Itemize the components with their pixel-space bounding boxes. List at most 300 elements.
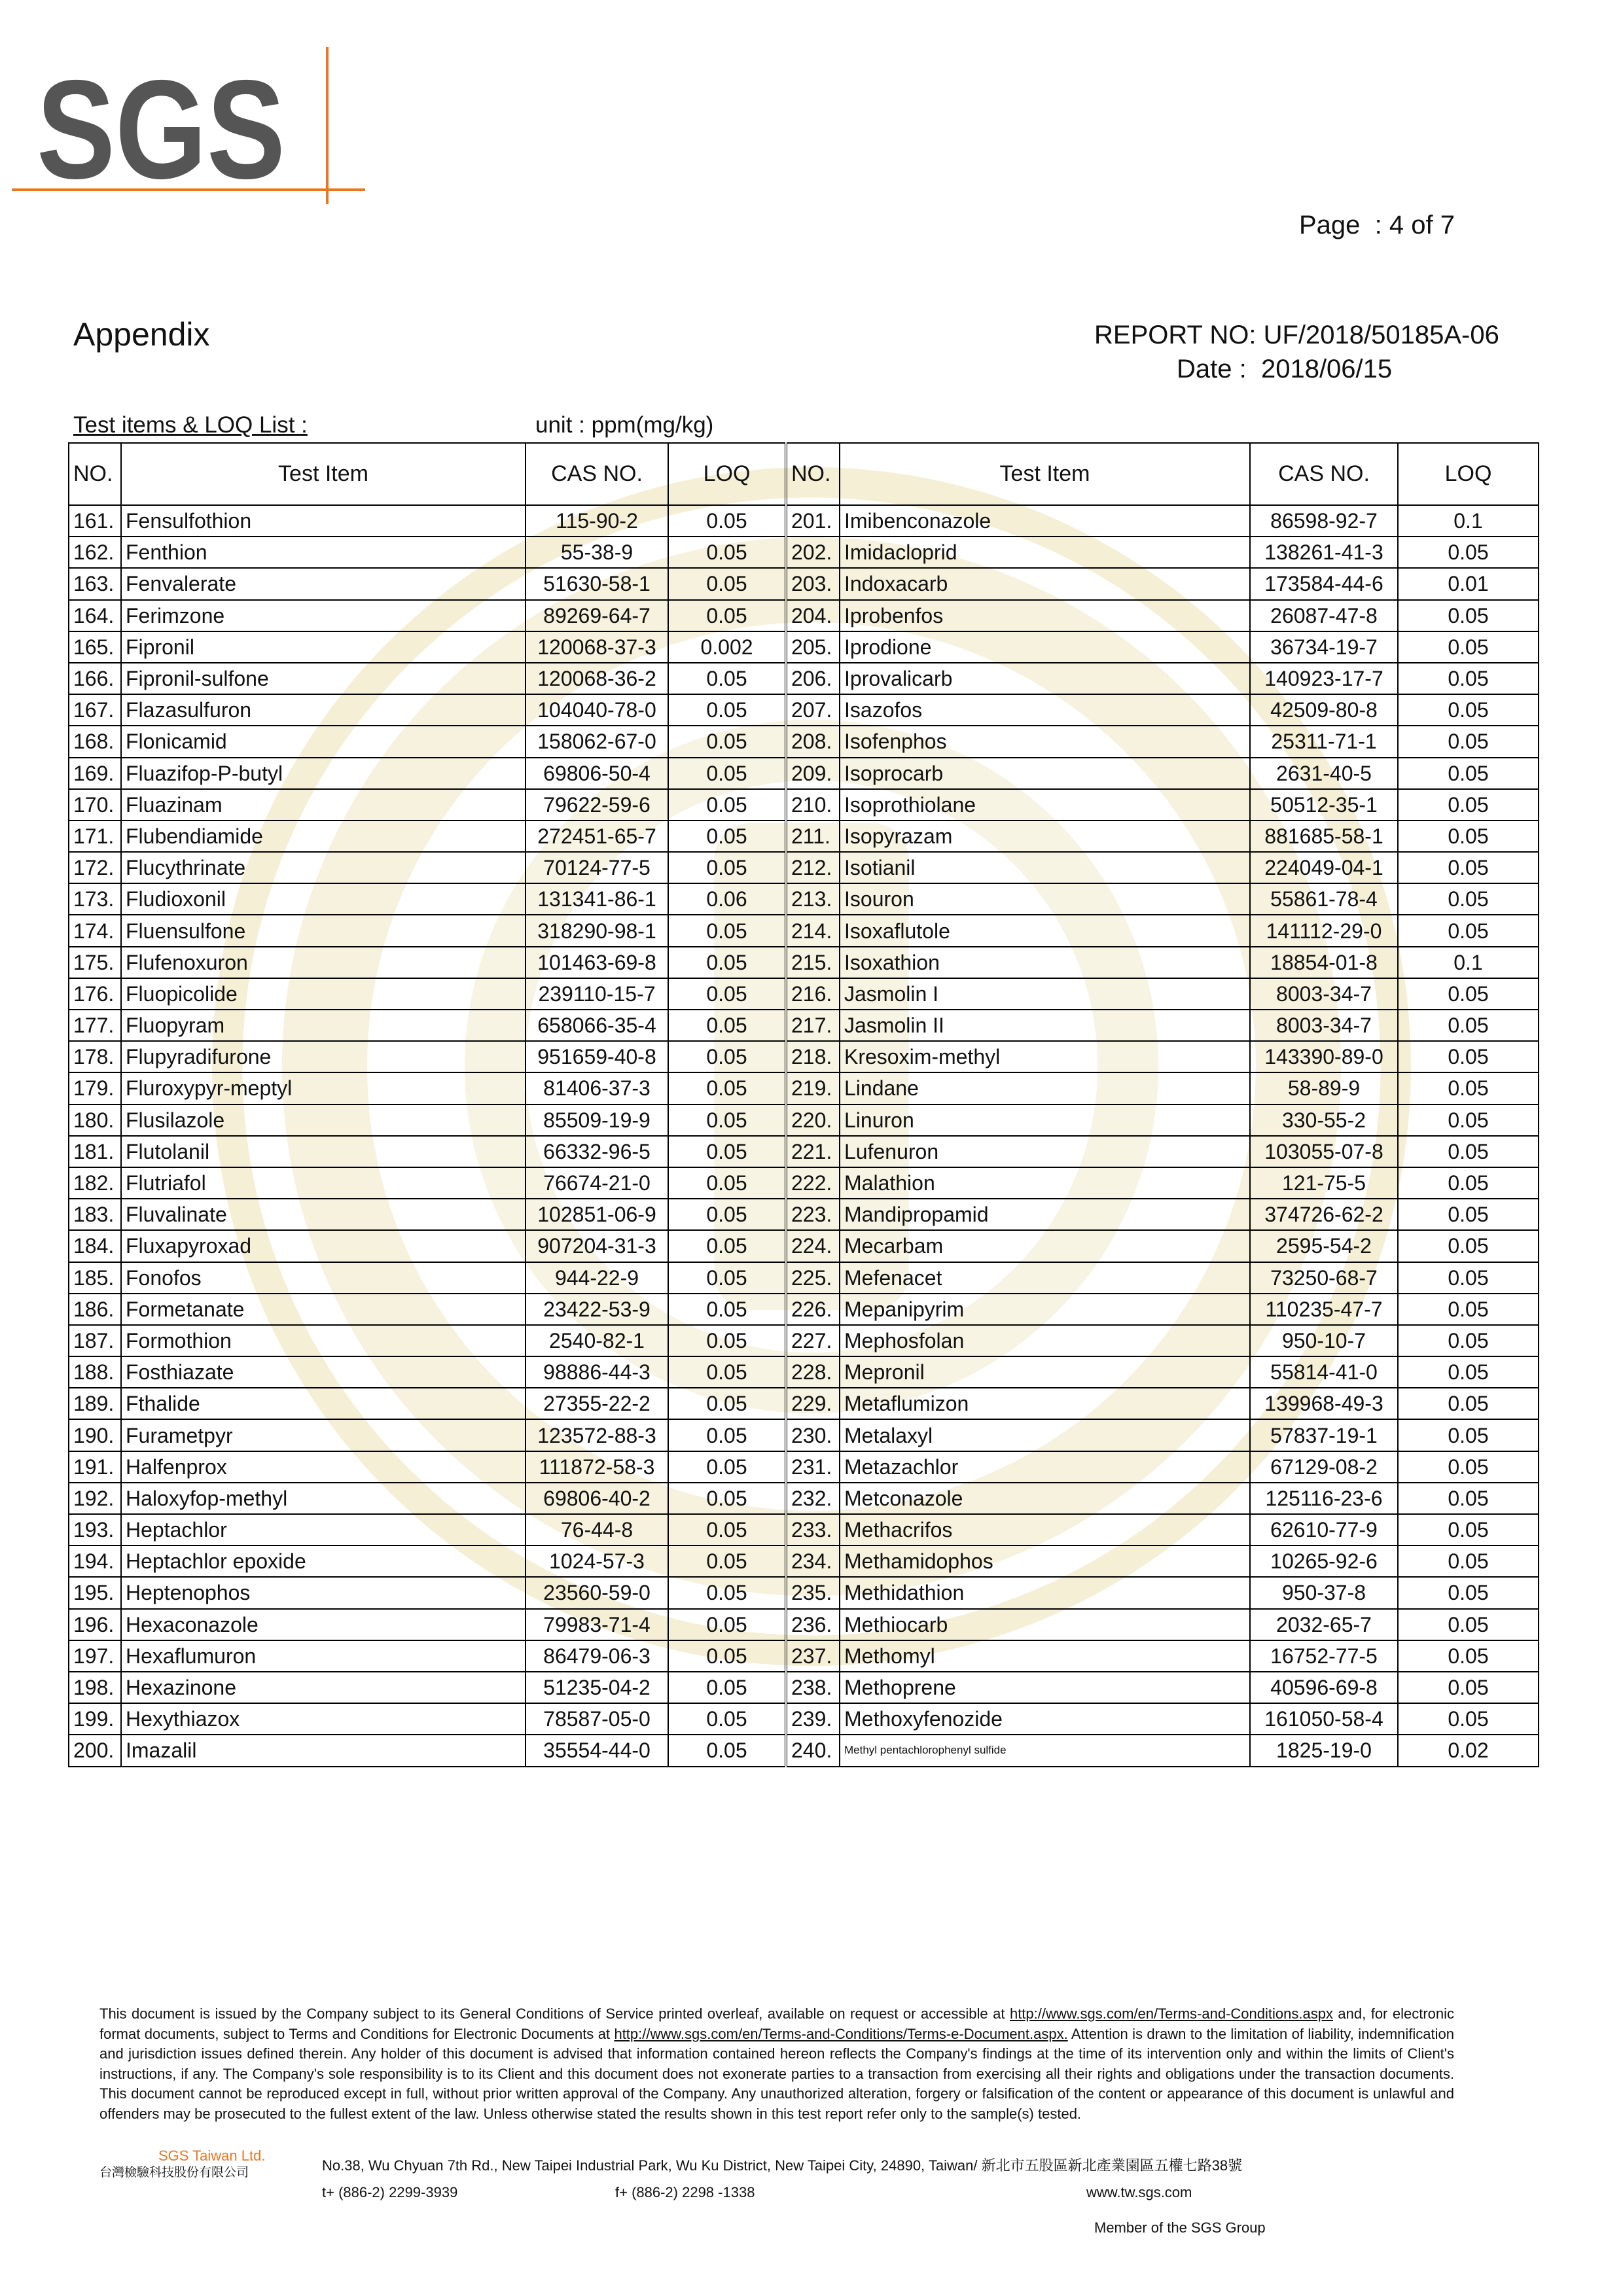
- cell-no: 184.: [69, 1230, 121, 1262]
- cell-cas-no: 89269-64-7: [526, 600, 668, 631]
- cell-test-item: Isotianil: [840, 852, 1250, 883]
- cell-test-item: Fluopyram: [121, 1010, 526, 1041]
- cell-test-item: Flazasulfuron: [121, 694, 526, 726]
- cell-cas-no: 78587-05-0: [526, 1703, 668, 1735]
- cell-test-item: Iprovalicarb: [840, 663, 1250, 694]
- cell-cas-no: 42509-80-8: [1250, 694, 1398, 726]
- cell-cas-no: 120068-37-3: [526, 631, 668, 663]
- table-row: [69, 852, 1539, 883]
- cell-no: 187.: [69, 1325, 121, 1356]
- cell-test-item: Isouron: [840, 883, 1250, 915]
- table-row: [69, 505, 1539, 537]
- cell-cas-no: 25311-71-1: [1250, 726, 1398, 757]
- cell-no: 209.: [786, 758, 840, 789]
- cell-loq: 0.1: [1398, 947, 1539, 978]
- cell-loq: 0.05: [668, 505, 786, 537]
- cell-cas-no: 86479-06-3: [526, 1640, 668, 1672]
- cell-test-item: Methacrifos: [840, 1514, 1250, 1545]
- cell-loq: 0.05: [1398, 1262, 1539, 1294]
- table-row: [69, 1388, 1539, 1419]
- cell-test-item: Isoprocarb: [840, 758, 1250, 789]
- cell-cas-no: 101463-69-8: [526, 947, 668, 978]
- cell-test-item: Isopyrazam: [840, 821, 1250, 852]
- cell-loq: 0.05: [668, 1483, 786, 1514]
- cell-cas-no: 23560-59-0: [526, 1577, 668, 1608]
- table-row: [69, 1514, 1539, 1545]
- cell-test-item: Lufenuron: [840, 1136, 1250, 1167]
- cell-test-item: Fipronil-sulfone: [121, 663, 526, 694]
- cell-no: 175.: [69, 947, 121, 978]
- cell-loq: 0.05: [1398, 1294, 1539, 1325]
- cell-test-item: Hexaconazole: [121, 1609, 526, 1640]
- cell-loq: 0.06: [668, 883, 786, 915]
- cell-cas-no: 2540-82-1: [526, 1325, 668, 1356]
- cell-test-item: Linuron: [840, 1104, 1250, 1136]
- cell-no: 171.: [69, 821, 121, 852]
- company-fax: f+ (886-2) 2298 -1338: [615, 2184, 755, 2200]
- cell-cas-no: 2595-54-2: [1250, 1230, 1398, 1262]
- cell-no: 174.: [69, 915, 121, 946]
- cell-cas-no: 35554-44-0: [526, 1735, 668, 1766]
- table-row: [69, 1356, 1539, 1388]
- cell-no: 213.: [786, 883, 840, 915]
- cell-no: 206.: [786, 663, 840, 694]
- table-row: [69, 726, 1539, 757]
- cell-cas-no: 881685-58-1: [1250, 821, 1398, 852]
- cell-loq: 0.05: [668, 1294, 786, 1325]
- cell-no: 198.: [69, 1672, 121, 1703]
- col-header-no: NO.: [69, 443, 121, 505]
- cell-no: 210.: [786, 789, 840, 821]
- company-name-en: SGS Taiwan Ltd.: [158, 2147, 266, 2164]
- cell-no: 166.: [69, 663, 121, 694]
- cell-cas-no: 81406-37-3: [526, 1072, 668, 1104]
- table-row: [69, 1199, 1539, 1230]
- cell-test-item: Fluroxypyr-meptyl: [121, 1072, 526, 1104]
- cell-no: 215.: [786, 947, 840, 978]
- cell-cas-no: 58-89-9: [1250, 1072, 1398, 1104]
- cell-no: 197.: [69, 1640, 121, 1672]
- cell-cas-no: 102851-06-9: [526, 1199, 668, 1230]
- cell-no: 207.: [786, 694, 840, 726]
- cell-test-item: Isofenphos: [840, 726, 1250, 757]
- cell-test-item: Mefenacet: [840, 1262, 1250, 1294]
- cell-test-item: Isoxathion: [840, 947, 1250, 978]
- cell-loq: 0.05: [1398, 978, 1539, 1010]
- unit-label: unit : ppm(mg/kg): [535, 412, 714, 438]
- cell-cas-no: 110235-47-7: [1250, 1294, 1398, 1325]
- cell-loq: 0.05: [668, 758, 786, 789]
- cell-no: 168.: [69, 726, 121, 757]
- cell-cas-no: 121-75-5: [1250, 1167, 1398, 1199]
- cell-cas-no: 2032-65-7: [1250, 1609, 1398, 1640]
- cell-test-item: Indoxacarb: [840, 568, 1250, 599]
- cell-no: 182.: [69, 1167, 121, 1199]
- table-row: [69, 1609, 1539, 1640]
- cell-cas-no: 224049-04-1: [1250, 852, 1398, 883]
- cell-loq: 0.05: [1398, 1136, 1539, 1167]
- table-row: [69, 694, 1539, 726]
- cell-test-item: Heptenophos: [121, 1577, 526, 1608]
- cell-cas-no: 115-90-2: [526, 505, 668, 537]
- cell-loq: 0.05: [668, 1136, 786, 1167]
- table-row: [69, 1262, 1539, 1294]
- cell-no: 172.: [69, 852, 121, 883]
- cell-test-item: Fluazifop-P-butyl: [121, 758, 526, 789]
- cell-cas-no: 120068-36-2: [526, 663, 668, 694]
- cell-no: 234.: [786, 1545, 840, 1577]
- report-date: Date : 2018/06/15: [1177, 355, 1393, 383]
- company-website[interactable]: www.tw.sgs.com: [1086, 2184, 1192, 2200]
- cell-loq: 0.05: [668, 1735, 786, 1766]
- cell-no: 230.: [786, 1419, 840, 1451]
- cell-cas-no: 951659-40-8: [526, 1041, 668, 1072]
- cell-loq: 0.05: [1398, 1672, 1539, 1703]
- cell-loq: 0.05: [668, 852, 786, 883]
- cell-loq: 0.05: [1398, 1041, 1539, 1072]
- table-row: [69, 1072, 1539, 1104]
- cell-test-item: Methyl pentachlorophenyl sulfide: [840, 1735, 1250, 1766]
- cell-test-item: Flufenoxuron: [121, 947, 526, 978]
- table-row: [69, 1451, 1539, 1483]
- cell-test-item: Fthalide: [121, 1388, 526, 1419]
- cell-no: 195.: [69, 1577, 121, 1608]
- cell-no: 180.: [69, 1104, 121, 1136]
- cell-loq: 0.05: [668, 1577, 786, 1608]
- cell-no: 167.: [69, 694, 121, 726]
- table-row: [69, 1483, 1539, 1514]
- cell-loq: 0.05: [668, 978, 786, 1010]
- table-row: [69, 1041, 1539, 1072]
- cell-no: 164.: [69, 600, 121, 631]
- table-row: [69, 821, 1539, 852]
- cell-no: 239.: [786, 1703, 840, 1735]
- cell-loq: 0.05: [668, 1356, 786, 1388]
- cell-no: 200.: [69, 1735, 121, 1766]
- cell-no: 208.: [786, 726, 840, 757]
- cell-no: 218.: [786, 1041, 840, 1072]
- col-header-test-item: Test Item: [840, 443, 1250, 505]
- table-row: [69, 1419, 1539, 1451]
- cell-no: 185.: [69, 1262, 121, 1294]
- cell-no: 221.: [786, 1136, 840, 1167]
- cell-no: 165.: [69, 631, 121, 663]
- cell-test-item: Fluazinam: [121, 789, 526, 821]
- cell-test-item: Fludioxonil: [121, 883, 526, 915]
- cell-loq: 0.05: [668, 1545, 786, 1577]
- cell-no: 186.: [69, 1294, 121, 1325]
- cell-no: 189.: [69, 1388, 121, 1419]
- cell-no: 233.: [786, 1514, 840, 1545]
- cell-cas-no: 161050-58-4: [1250, 1703, 1398, 1735]
- cell-test-item: Hexaflumuron: [121, 1640, 526, 1672]
- cell-cas-no: 79983-71-4: [526, 1609, 668, 1640]
- cell-loq: 0.05: [1398, 1199, 1539, 1230]
- cell-cas-no: 86598-92-7: [1250, 505, 1398, 537]
- cell-test-item: Haloxyfop-methyl: [121, 1483, 526, 1514]
- cell-test-item: Flonicamid: [121, 726, 526, 757]
- cell-no: 178.: [69, 1041, 121, 1072]
- cell-test-item: Flutriafol: [121, 1167, 526, 1199]
- cell-test-item: Flutolanil: [121, 1136, 526, 1167]
- cell-no: 211.: [786, 821, 840, 852]
- cell-loq: 0.05: [668, 1514, 786, 1545]
- cell-loq: 0.05: [668, 1262, 786, 1294]
- cell-test-item: Methiocarb: [840, 1609, 1250, 1640]
- cell-loq: 0.05: [1398, 758, 1539, 789]
- table-row: [69, 1640, 1539, 1672]
- legal-disclaimer: This document is issued by the Company subject to its General Conditions of Service printed overleaf, available on request or accessible at http://www.sgs.com/en/Terms-and-Conditions.aspx and, for electronic format documents, subject to Terms and Conditions for Electronic Documents at http://www.sgs.com/en/Terms-and-Conditions/Terms-e-Document.aspx. Attention is drawn to the limitation of liability, indemnification and jurisdiction issues defined therein. Any holder of this document is advised that information contained hereon reflects the Company's findings at the time of its intervention only and within the limits of Client's instructions, if any. The Company's sole responsibility is to its Client and this document does not exonerate parties to a transaction from exercising all their rights and obligations under the transaction documents. This document cannot be reproduced except in full, without prior written approval of the Company. Any unauthorized alteration, forgery or falsification of the content or appearance of this document is unlawful and offenders may be prosecuted to the fullest extent of the law. Unless otherwise stated the results shown in this test report refer only to the sample(s) tested.: [99, 2005, 1455, 2122]
- cell-no: 227.: [786, 1325, 840, 1356]
- cell-no: 220.: [786, 1104, 840, 1136]
- cell-cas-no: 8003-34-7: [1250, 1010, 1398, 1041]
- cell-test-item: Imidacloprid: [840, 537, 1250, 568]
- cell-loq: 0.05: [1398, 821, 1539, 852]
- cell-no: 163.: [69, 568, 121, 599]
- cell-cas-no: 51235-04-2: [526, 1672, 668, 1703]
- cell-no: 236.: [786, 1609, 840, 1640]
- table-row: [69, 915, 1539, 946]
- cell-loq: 0.05: [1398, 1609, 1539, 1640]
- company-address: No.38, Wu Chyuan 7th Rd., New Taipei Industrial Park, Wu Ku District, New Taipei City, 24890, Taiwan/ 新北市五股區新北產業園區五權七路38號: [322, 2157, 1243, 2174]
- table-row: [69, 1735, 1539, 1766]
- cell-loq: 0.05: [1398, 1640, 1539, 1672]
- cell-cas-no: 98886-44-3: [526, 1356, 668, 1388]
- cell-test-item: Mephosfolan: [840, 1325, 1250, 1356]
- cell-cas-no: 18854-01-8: [1250, 947, 1398, 978]
- cell-cas-no: 8003-34-7: [1250, 978, 1398, 1010]
- cell-cas-no: 272451-65-7: [526, 821, 668, 852]
- cell-loq: 0.05: [668, 1167, 786, 1199]
- table-row: [69, 1104, 1539, 1136]
- cell-test-item: Isazofos: [840, 694, 1250, 726]
- cell-cas-no: 143390-89-0: [1250, 1041, 1398, 1072]
- cell-cas-no: 123572-88-3: [526, 1419, 668, 1451]
- cell-cas-no: 2631-40-5: [1250, 758, 1398, 789]
- cell-cas-no: 111872-58-3: [526, 1451, 668, 1483]
- table-row: [69, 947, 1539, 978]
- cell-test-item: Flupyradifurone: [121, 1041, 526, 1072]
- cell-loq: 0.05: [1398, 1356, 1539, 1388]
- cell-test-item: Fenvalerate: [121, 568, 526, 599]
- cell-loq: 0.05: [1398, 852, 1539, 883]
- cell-cas-no: 374726-62-2: [1250, 1199, 1398, 1230]
- cell-loq: 0.05: [1398, 1010, 1539, 1041]
- cell-loq: 0.05: [668, 1451, 786, 1483]
- col-header-loq: LOQ: [1398, 443, 1539, 505]
- cell-test-item: Malathion: [840, 1167, 1250, 1199]
- cell-no: 240.: [786, 1735, 840, 1766]
- cell-no: 205.: [786, 631, 840, 663]
- cell-test-item: Lindane: [840, 1072, 1250, 1104]
- table-row: [69, 978, 1539, 1010]
- table-row: [69, 600, 1539, 631]
- col-header-loq: LOQ: [668, 443, 786, 505]
- cell-loq: 0.05: [668, 1640, 786, 1672]
- cell-cas-no: 140923-17-7: [1250, 663, 1398, 694]
- table-row: [69, 663, 1539, 694]
- cell-no: 169.: [69, 758, 121, 789]
- cell-cas-no: 67129-08-2: [1250, 1451, 1398, 1483]
- cell-test-item: Mecarbam: [840, 1230, 1250, 1262]
- cell-test-item: Furametpyr: [121, 1419, 526, 1451]
- cell-loq: 0.1: [1398, 505, 1539, 537]
- cell-test-item: Fluensulfone: [121, 915, 526, 946]
- cell-loq: 0.05: [668, 1388, 786, 1419]
- cell-loq: 0.05: [668, 947, 786, 978]
- cell-test-item: Imazalil: [121, 1735, 526, 1766]
- cell-loq: 0.05: [1398, 726, 1539, 757]
- cell-loq: 0.05: [1398, 883, 1539, 915]
- cell-test-item: Jasmolin II: [840, 1010, 1250, 1041]
- cell-cas-no: 73250-68-7: [1250, 1262, 1398, 1294]
- cell-no: 225.: [786, 1262, 840, 1294]
- table-row: [69, 537, 1539, 568]
- cell-cas-no: 57837-19-1: [1250, 1419, 1398, 1451]
- cell-no: 222.: [786, 1167, 840, 1199]
- cell-no: 161.: [69, 505, 121, 537]
- cell-cas-no: 69806-40-2: [526, 1483, 668, 1514]
- appendix-title: Appendix: [73, 316, 210, 353]
- cell-no: 216.: [786, 978, 840, 1010]
- cell-cas-no: 131341-86-1: [526, 883, 668, 915]
- cell-test-item: Methamidophos: [840, 1545, 1250, 1577]
- cell-loq: 0.05: [668, 663, 786, 694]
- cell-loq: 0.05: [1398, 1230, 1539, 1262]
- cell-test-item: Halfenprox: [121, 1451, 526, 1483]
- cell-no: 191.: [69, 1451, 121, 1483]
- table-row: [69, 1136, 1539, 1167]
- table-row: [69, 1230, 1539, 1262]
- cell-cas-no: 950-37-8: [1250, 1577, 1398, 1608]
- cell-test-item: Flubendiamide: [121, 821, 526, 852]
- cell-test-item: Isoxaflutole: [840, 915, 1250, 946]
- cell-cas-no: 55-38-9: [526, 537, 668, 568]
- cell-loq: 0.05: [1398, 789, 1539, 821]
- cell-cas-no: 141112-29-0: [1250, 915, 1398, 946]
- cell-no: 223.: [786, 1199, 840, 1230]
- cell-test-item: Flusilazole: [121, 1104, 526, 1136]
- cell-test-item: Metazachlor: [840, 1451, 1250, 1483]
- cell-no: 201.: [786, 505, 840, 537]
- cell-loq: 0.05: [668, 1325, 786, 1356]
- col-header-test-item: Test Item: [121, 443, 526, 505]
- cell-no: 238.: [786, 1672, 840, 1703]
- cell-loq: 0.05: [668, 1072, 786, 1104]
- cell-loq: 0.05: [1398, 1419, 1539, 1451]
- cell-cas-no: 950-10-7: [1250, 1325, 1398, 1356]
- cell-test-item: Formothion: [121, 1325, 526, 1356]
- col-header-no: NO.: [786, 443, 840, 505]
- cell-cas-no: 76-44-8: [526, 1514, 668, 1545]
- cell-test-item: Formetanate: [121, 1294, 526, 1325]
- table-row: [69, 1577, 1539, 1608]
- cell-test-item: Fluopicolide: [121, 978, 526, 1010]
- cell-cas-no: 138261-41-3: [1250, 537, 1398, 568]
- cell-loq: 0.05: [668, 789, 786, 821]
- cell-no: 226.: [786, 1294, 840, 1325]
- cell-test-item: Methoprene: [840, 1672, 1250, 1703]
- cell-test-item: Iprodione: [840, 631, 1250, 663]
- cell-test-item: Methomyl: [840, 1640, 1250, 1672]
- cell-no: 228.: [786, 1356, 840, 1388]
- cell-test-item: Heptachlor epoxide: [121, 1545, 526, 1577]
- cell-cas-no: 27355-22-2: [526, 1388, 668, 1419]
- cell-test-item: Methoxyfenozide: [840, 1703, 1250, 1735]
- cell-loq: 0.05: [668, 1010, 786, 1041]
- cell-loq: 0.02: [1398, 1735, 1539, 1766]
- cell-test-item: Fensulfothion: [121, 505, 526, 537]
- cell-cas-no: 173584-44-6: [1250, 568, 1398, 599]
- cell-loq: 0.05: [1398, 694, 1539, 726]
- cell-loq: 0.05: [1398, 663, 1539, 694]
- cell-test-item: Mepronil: [840, 1356, 1250, 1388]
- cell-no: 235.: [786, 1577, 840, 1608]
- cell-loq: 0.05: [1398, 631, 1539, 663]
- cell-test-item: Isoprothiolane: [840, 789, 1250, 821]
- cell-test-item: Heptachlor: [121, 1514, 526, 1545]
- table-row: [69, 789, 1539, 821]
- cell-cas-no: 40596-69-8: [1250, 1672, 1398, 1703]
- cell-loq: 0.05: [668, 821, 786, 852]
- cell-loq: 0.05: [1398, 1072, 1539, 1104]
- cell-no: 237.: [786, 1640, 840, 1672]
- cell-loq: 0.05: [668, 1609, 786, 1640]
- e-document-terms-link[interactable]: http://www.sgs.com/en/Terms-and-Conditions/Terms-e-Document.aspx.: [614, 2025, 1068, 2042]
- cell-cas-no: 16752-77-5: [1250, 1640, 1398, 1672]
- company-phone: t+ (886-2) 2299-3939: [322, 2184, 458, 2200]
- table-header-row: [69, 443, 1539, 505]
- cell-loq: 0.05: [1398, 1451, 1539, 1483]
- cell-cas-no: 23422-53-9: [526, 1294, 668, 1325]
- cell-loq: 0.05: [1398, 1325, 1539, 1356]
- terms-link[interactable]: http://www.sgs.com/en/Terms-and-Conditions.aspx: [1009, 2005, 1333, 2022]
- cell-test-item: Fluvalinate: [121, 1199, 526, 1230]
- cell-test-item: Fenthion: [121, 537, 526, 568]
- table-row: [69, 1545, 1539, 1577]
- cell-no: 202.: [786, 537, 840, 568]
- cell-cas-no: 26087-47-8: [1250, 600, 1398, 631]
- cell-no: 181.: [69, 1136, 121, 1167]
- cell-loq: 0.05: [1398, 600, 1539, 631]
- cell-loq: 0.05: [1398, 1703, 1539, 1735]
- cell-test-item: Mandipropamid: [840, 1199, 1250, 1230]
- cell-test-item: Imibenconazole: [840, 505, 1250, 537]
- cell-test-item: Ferimzone: [121, 600, 526, 631]
- cell-test-item: Methidathion: [840, 1577, 1250, 1608]
- cell-cas-no: 158062-67-0: [526, 726, 668, 757]
- cell-test-item: Fluxapyroxad: [121, 1230, 526, 1262]
- cell-no: 224.: [786, 1230, 840, 1262]
- cell-cas-no: 62610-77-9: [1250, 1514, 1398, 1545]
- cell-no: 231.: [786, 1451, 840, 1483]
- cell-cas-no: 51630-58-1: [526, 568, 668, 599]
- cell-cas-no: 103055-07-8: [1250, 1136, 1398, 1167]
- cell-no: 170.: [69, 789, 121, 821]
- cell-test-item: Iprobenfos: [840, 600, 1250, 631]
- table-row: [69, 631, 1539, 663]
- cell-loq: 0.05: [1398, 1577, 1539, 1608]
- cell-loq: 0.01: [1398, 568, 1539, 599]
- cell-loq: 0.05: [668, 1104, 786, 1136]
- cell-cas-no: 1825-19-0: [1250, 1735, 1398, 1766]
- cell-no: 177.: [69, 1010, 121, 1041]
- cell-test-item: Hexythiazox: [121, 1703, 526, 1735]
- cell-no: 179.: [69, 1072, 121, 1104]
- cell-cas-no: 139968-49-3: [1250, 1388, 1398, 1419]
- cell-loq: 0.05: [668, 694, 786, 726]
- cell-loq: 0.05: [668, 1419, 786, 1451]
